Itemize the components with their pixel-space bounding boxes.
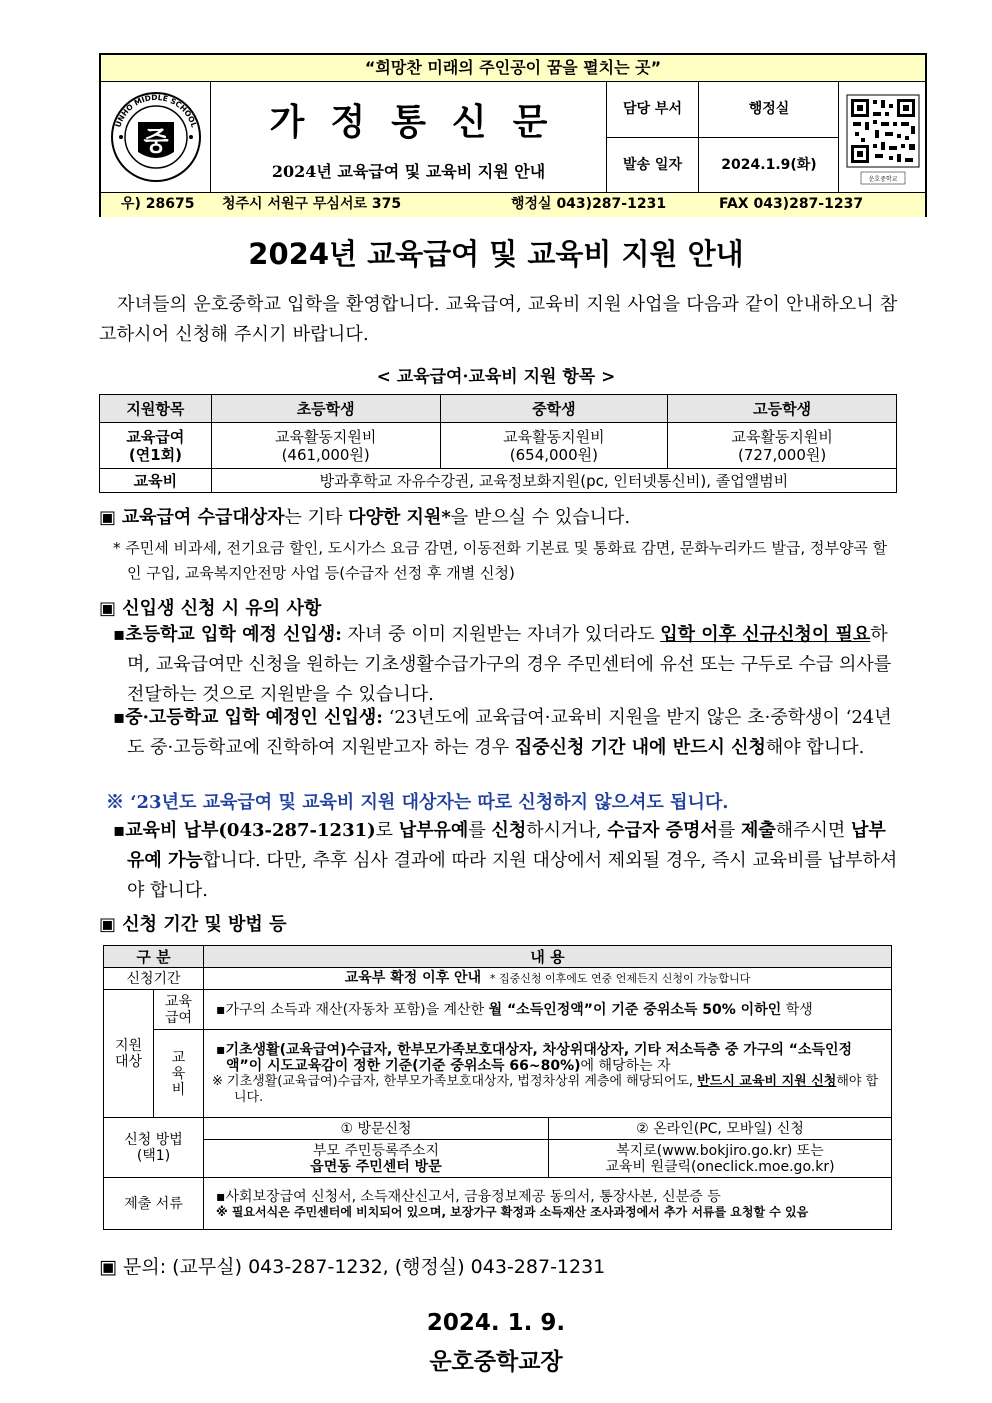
dept-label: 담당 부서: [607, 82, 699, 137]
newsletter-header: [99, 53, 927, 217]
col-header: 초등학생: [211, 395, 440, 423]
office-phone: 행정실 043)287-1231: [511, 196, 667, 212]
col-header: 고등학생: [668, 395, 897, 423]
table-cell: 교육급여 (연1회): [100, 423, 212, 469]
school-motto: “희망찬 미래의 주인공이 꿈을 펼치는 곳”: [101, 55, 925, 82]
school-logo: [101, 82, 211, 193]
qr-code-icon: [839, 82, 925, 193]
apply-option-online: ② 온라인(PC, 모바일) 신청: [549, 1118, 892, 1140]
school-emblem-icon: [101, 82, 211, 193]
newsletter-title: 가정통신문: [269, 101, 574, 143]
notice-heading: ▣ 신입생 신청 시 유의 사항: [99, 598, 322, 619]
docs-value: ▪사회보장급여 신청서, 소득재산신고서, 금융정보제공 동의서, 통장사본, 신분증 등 ※ 필요서식은 주민센터에 비치되어 있으며, 보장가구 확정과 소득재산 조사과정에서 추가 서류를 요청할 수 있음: [204, 1178, 892, 1230]
benefits-heading: ▣ 교육급여 수급대상자는 기타 다양한 지원*을 받으실 수 있습니다.: [99, 507, 631, 528]
table-cell: 교육활동지원비 (727,000원): [668, 423, 897, 469]
period-label: 신청기간: [104, 968, 204, 990]
edu-cost-criteria: ▪기초생활(교육급여)수급자, 한부모가족보호대상자, 차상위대상자, 기타 저소득층 중 가구의 “소득인정액”이 시도교육감이 정한 기준(기준 중위소득 66~80%)에 해당하는 자 ※ 기초생활(교육급여)수급자, 한부모가족보호대상자, 법정차상위 계층에 해당되어도, 반드시 교육비 지원 신청해야 합니다.: [204, 1030, 892, 1118]
edu-benefit-criteria: ▪가구의 소득과 재산(자동차 포함)을 계산한 월 “소득인정액”이 기준 중위소득 50% 이하인 학생: [204, 990, 892, 1030]
method-heading: ▣ 신청 기간 및 방법 등: [99, 914, 287, 935]
col-header: 구 분: [104, 946, 204, 968]
qr-caption: 운호중학교: [868, 176, 898, 183]
notice-item-2: ▪중·고등학교 입학 예정인 신입생: ‘23년도에 교육급여·교육비 지원을 받지 않은 초·중학생이 ‘24년도 중·고등학교에 진학하여 지원받고자 하는 경우 집중신청 기간 내에 반드시 신청해야 합니다.: [113, 707, 892, 758]
support-table-caption: < 교육급여·교육비 지원 항목 >: [376, 367, 616, 387]
newsletter-subtitle: 2024년 교육급여 및 교육비 지원 안내: [271, 162, 546, 181]
signer: 운호중학교장: [429, 1349, 563, 1375]
sign-date: 2024. 1. 9.: [426, 1310, 566, 1336]
docs-label: 제출 서류: [104, 1178, 204, 1230]
document-title: 2024년 교육급여 및 교육비 지원 안내: [248, 237, 744, 271]
col-header: 중학생: [440, 395, 668, 423]
logo-char: 중: [143, 127, 169, 157]
notice-item-1: ▪초등학교 입학 예정 신입생: 자녀 중 이미 지원받는 자녀가 있더라도 입학 이후 신규신청이 필요하며, 교육급여만 신청을 원하는 기초생활수급가구의 경우 주민센터에 유선 또는 구두로 수급 의사를 전달하는 것으로 지원받을 수 있습니다.: [113, 624, 892, 705]
edu-cost-label: 교 육 비: [154, 1030, 204, 1118]
table-cell: 교육활동지원비 (461,000원): [211, 423, 440, 469]
apply-label: 신청 방법 (택1): [104, 1118, 204, 1178]
date-value: 2024.1.9(화): [721, 157, 817, 173]
visit-detail: 부모 주민등록주소지: [312, 1142, 440, 1159]
notice-highlight: ※ ‘23년도 교육급여 및 교육비 지원 대상자는 따로 신청하지 않으셔도 됩니다.: [106, 792, 729, 813]
period-value: 교육부 확정 이후 안내: [344, 970, 482, 986]
visit-detail: 읍면동 주민센터 방문: [310, 1158, 442, 1175]
school-address: 청주시 서원구 무심서로 375: [222, 196, 402, 212]
contact-line: ▣ 문의: (교무실) 043-287-1232, (행정실) 043-287-1231: [99, 1256, 606, 1278]
intro-paragraph: 자녀들의 운호중학교 입학을 환영합니다. 교육급여, 교육비 지원 사업을 다음과 같이 안내하오니 참고하시어 신청해 주시기 바랍니다.: [99, 294, 898, 345]
contact-bar: [101, 193, 925, 217]
logo-ring-text: UNHO MIDDLE SCHOOL: [113, 92, 199, 129]
support-items-table: [99, 394, 897, 493]
online-link[interactable]: 교육비 원클릭(oneclick.moe.go.kr): [605, 1158, 835, 1175]
col-header: 내 용: [204, 946, 892, 968]
postal-code: 우) 28675: [121, 196, 195, 212]
table-cell: 교육활동지원비 (654,000원): [440, 423, 668, 469]
method-table: [103, 945, 892, 1230]
target-label: 지원 대상: [104, 990, 154, 1118]
edu-benefit-label: 교육 급여: [154, 990, 204, 1030]
table-cell: 방과후학교 자유수강권, 교육정보화지원(pc, 인터넷통신비), 졸업앨범비: [211, 469, 896, 493]
notice-item-3: ▪교육비 납부(043-287-1231)로 납부유예를 신청하시거나, 수급자 증명서를 제출해주시면 납부 유예 가능합니다. 다만, 추후 심사 결과에 따라 지원 대상에서 제외될 경우, 즉시 교육비를 납부하셔야 합니다.: [113, 820, 898, 901]
dept-value: 행정실: [748, 101, 790, 117]
col-header: 지원항목: [100, 395, 212, 423]
office-fax: FAX 043)287-1237: [719, 196, 864, 212]
date-label: 발송 일자: [607, 138, 699, 193]
table-cell: 교육비: [100, 469, 212, 493]
period-note: * 집중신청 이후에도 연중 언제든지 신청이 가능합니다: [490, 972, 751, 985]
qr-code[interactable]: [839, 82, 925, 193]
benefits-note: * 주민세 비과세, 전기요금 할인, 도시가스 요금 감면, 이동전화 기본료 및 통화료 감면, 문화누리카드 발급, 정부양곡 할인 구입, 교육복지안전망 사업 등(수급자 선정 후 개별 신청): [113, 539, 888, 582]
online-link[interactable]: 복지로(www.bokjiro.go.kr) 또는: [616, 1142, 824, 1159]
apply-option-visit: ① 방문신청: [204, 1118, 549, 1140]
